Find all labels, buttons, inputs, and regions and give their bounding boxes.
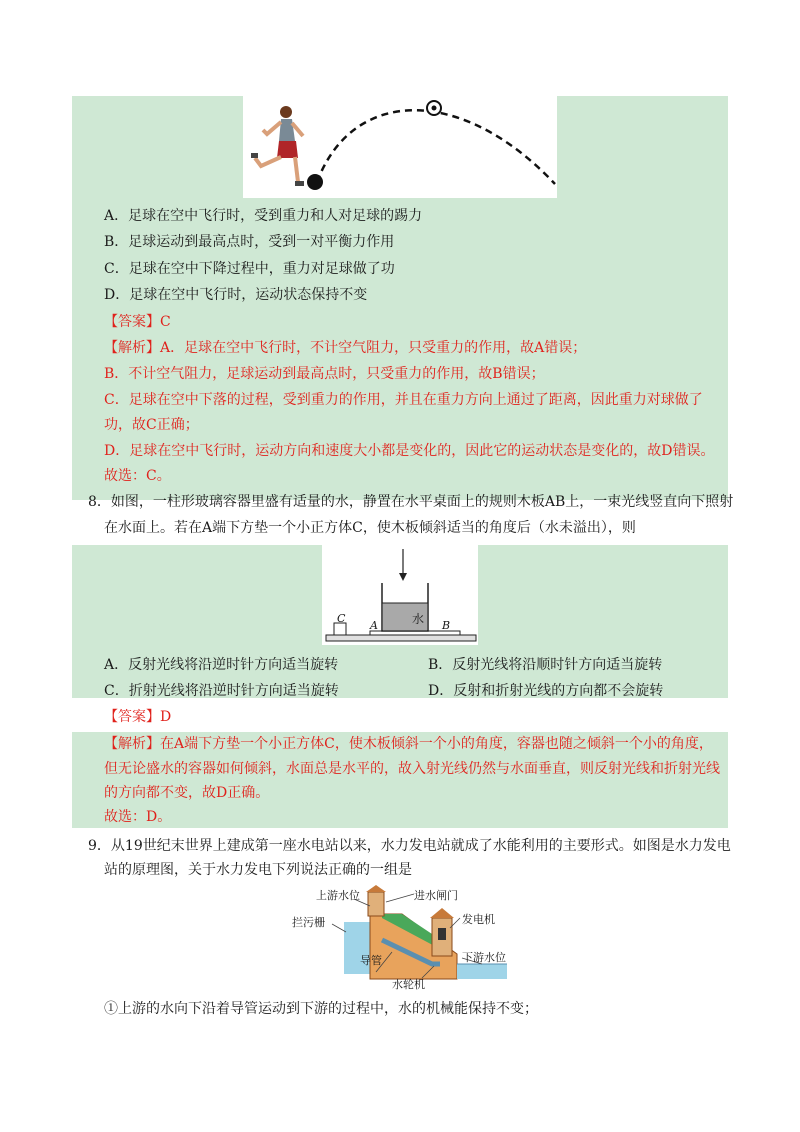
q9-label-trash-rack: 拦污栅: [292, 916, 325, 929]
q8-label-b: B: [442, 619, 451, 632]
q8-analysis-line-2: 但无论盛水的容器如何倾斜，水面总是水平的，故入射光线仍然与水面垂直，则反射光线和折射光线: [104, 761, 720, 777]
answer-value: C: [160, 314, 171, 330]
q8-option-a: A．反射光线将沿逆时针方向适当旋转: [104, 657, 339, 673]
q9-statement-1: ①上游的水向下沿着导管运动到下游的过程中，水的机械能保持不变；: [104, 1001, 538, 1017]
analysis-tag: 【解析】: [104, 736, 160, 752]
analysis-tag: 【解析】: [104, 340, 160, 356]
q9-label-downstream: 下游水位: [462, 951, 506, 964]
q8-answer: [104, 707, 171, 727]
q8-stem-line-1: 8．如图，一柱形玻璃容器里盛有适量的水，静置在水平桌面上的规则木板AB上，一束光线竖直向下照射: [88, 494, 734, 510]
analysis-text: 在A端下方垫一个小正方体C，使木板倾斜一个小的角度，容器也随之倾斜一个小的角度，: [160, 736, 713, 752]
q8-option-c: C．折射光线将沿逆时针方向适当旋转: [104, 683, 339, 699]
q8-analysis-line-1: [104, 734, 713, 754]
q7-analysis-line-5: D．足球在空中飞行时，运动方向和速度大小都是变化的，因此它的运动状态是变化的，故D错误。: [104, 443, 715, 459]
answer-tag: 【答案】: [104, 709, 160, 725]
q8-label-a: A: [370, 619, 378, 632]
q7-option-c: C．足球在空中下降过程中，重力对足球做了功: [104, 261, 395, 277]
answer-tag: 【答案】: [104, 314, 160, 330]
q9-label-generator: 发电机: [462, 913, 495, 926]
q7-answer: [104, 312, 171, 332]
q7-analysis-line-3: C．足球在空中下落的过程，受到重力的作用，并且在重力方向上通过了距离，因此重力对球做了: [104, 392, 703, 408]
q7-analysis-line-4: 功，故C正确；: [104, 417, 199, 433]
q8-analysis-line-3: 的方向都不变，故D正确。: [104, 785, 270, 801]
q7-option-a: A．足球在空中飞行时，受到重力和人对足球的踢力: [104, 208, 423, 224]
q7-option-d: D．足球在空中飞行时，运动状态保持不变: [104, 287, 368, 303]
q7-analysis-line-2: B．不计空气阻力，足球运动到最高点时，只受重力的作用，故B错误；: [104, 366, 545, 382]
q8-stem-line-2: 在水面上。若在A端下方垫一个小正方体C，使木板倾斜适当的角度后（水未溢出），则: [104, 520, 636, 536]
q8-label-water: 水: [412, 612, 425, 626]
q9-label-pipe: 导管: [360, 954, 382, 967]
q9-stem-line-2: 站的原理图，关于水力发电下列说法正确的一组是: [104, 862, 412, 878]
q9-label-upstream: 上游水位: [316, 889, 360, 902]
q8-container-figure: [322, 545, 478, 645]
q8-option-d: D．反射和折射光线的方向都不会旋转: [428, 683, 664, 699]
q7-football-figure: [243, 96, 557, 198]
q8-option-b: B．反射光线将沿顺时针方向适当旋转: [428, 657, 663, 673]
q9-label-turbine: 水轮机: [392, 978, 425, 991]
analysis-text: A．足球在空中飞行时，不计空气阻力，只受重力的作用，故A错误；: [160, 340, 587, 356]
q8-label-c: C: [337, 612, 346, 625]
q9-stem-line-1: 9．从19世纪末世界上建成第一座水电站以来，水力发电站就成了水能利用的主要形式。如图是水力发电: [88, 838, 731, 854]
answer-value: D: [160, 709, 172, 725]
q7-analysis-line-6: 故选：C。: [104, 468, 171, 484]
q7-option-b: B．足球运动到最高点时，受到一对平衡力作用: [104, 234, 395, 250]
q7-analysis-line-1: [104, 338, 586, 358]
q9-label-gate: 进水闸门: [414, 889, 458, 902]
q8-analysis-line-4: 故选：D。: [104, 809, 172, 825]
